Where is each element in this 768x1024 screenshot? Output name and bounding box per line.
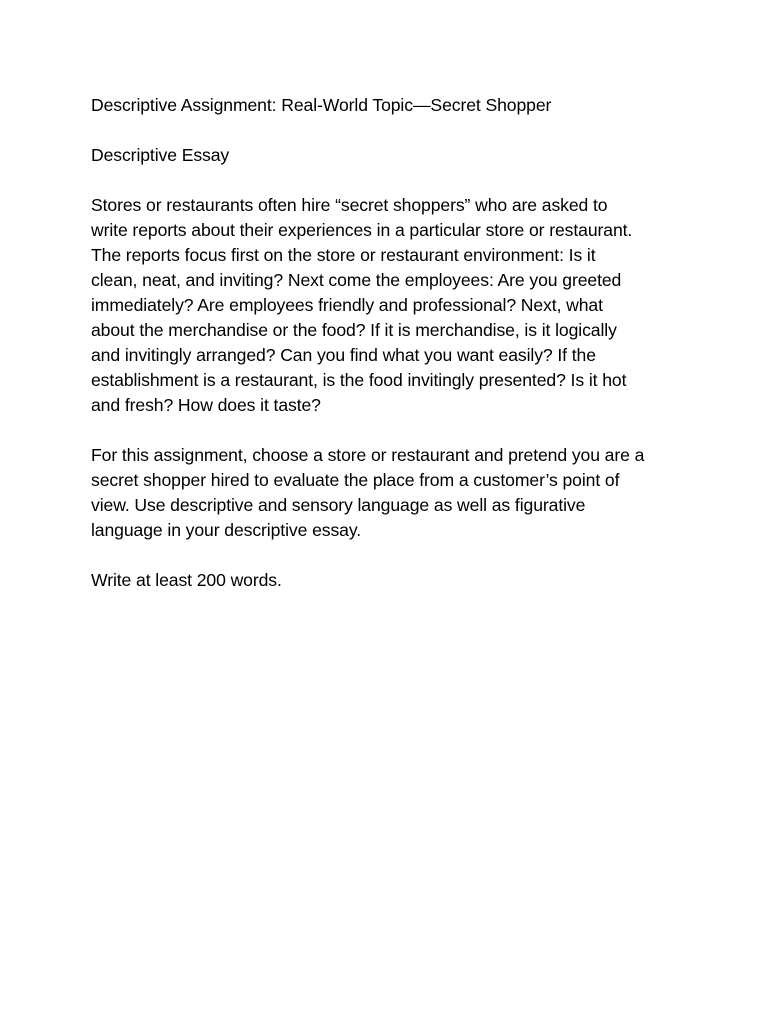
paragraph-line: immediately? Are employees friendly and professional? Next, what xyxy=(91,295,603,315)
paragraph-assignment xyxy=(91,443,691,543)
paragraph-line: The reports focus first on the store or restaurant environment: Is it xyxy=(91,245,596,265)
paragraph-line: view. Use descriptive and sensory language as well as figurative xyxy=(91,495,586,515)
document-subtitle: Descriptive Essay xyxy=(91,145,230,165)
document-title: Descriptive Assignment: Real-World Topic—Secret Shopper xyxy=(91,95,552,115)
paragraph-line: For this assignment, choose a store or restaurant and pretend you are a xyxy=(91,445,645,465)
word-count-instruction: Write at least 200 words. xyxy=(91,570,282,590)
paragraph-line: and invitingly arranged? Can you find what you want easily? If the xyxy=(91,345,596,365)
paragraph-line: language in your descriptive essay. xyxy=(91,520,362,540)
paragraph-line: write reports about their experiences in a particular store or restaurant. xyxy=(91,220,633,240)
paragraph-line: secret shopper hired to evaluate the place from a customer’s point of xyxy=(91,470,620,490)
paragraph-line: establishment is a restaurant, is the food invitingly presented? Is it hot xyxy=(91,370,627,390)
paragraph-line: and fresh? How does it taste? xyxy=(91,395,321,415)
paragraph-line: about the merchandise or the food? If it is merchandise, is it logically xyxy=(91,320,617,340)
document-content xyxy=(91,93,691,618)
paragraph-line: Stores or restaurants often hire “secret shoppers” who are asked to xyxy=(91,195,608,215)
paragraph-intro xyxy=(91,193,691,418)
paragraph-line: clean, neat, and inviting? Next come the employees: Are you greeted xyxy=(91,270,622,290)
